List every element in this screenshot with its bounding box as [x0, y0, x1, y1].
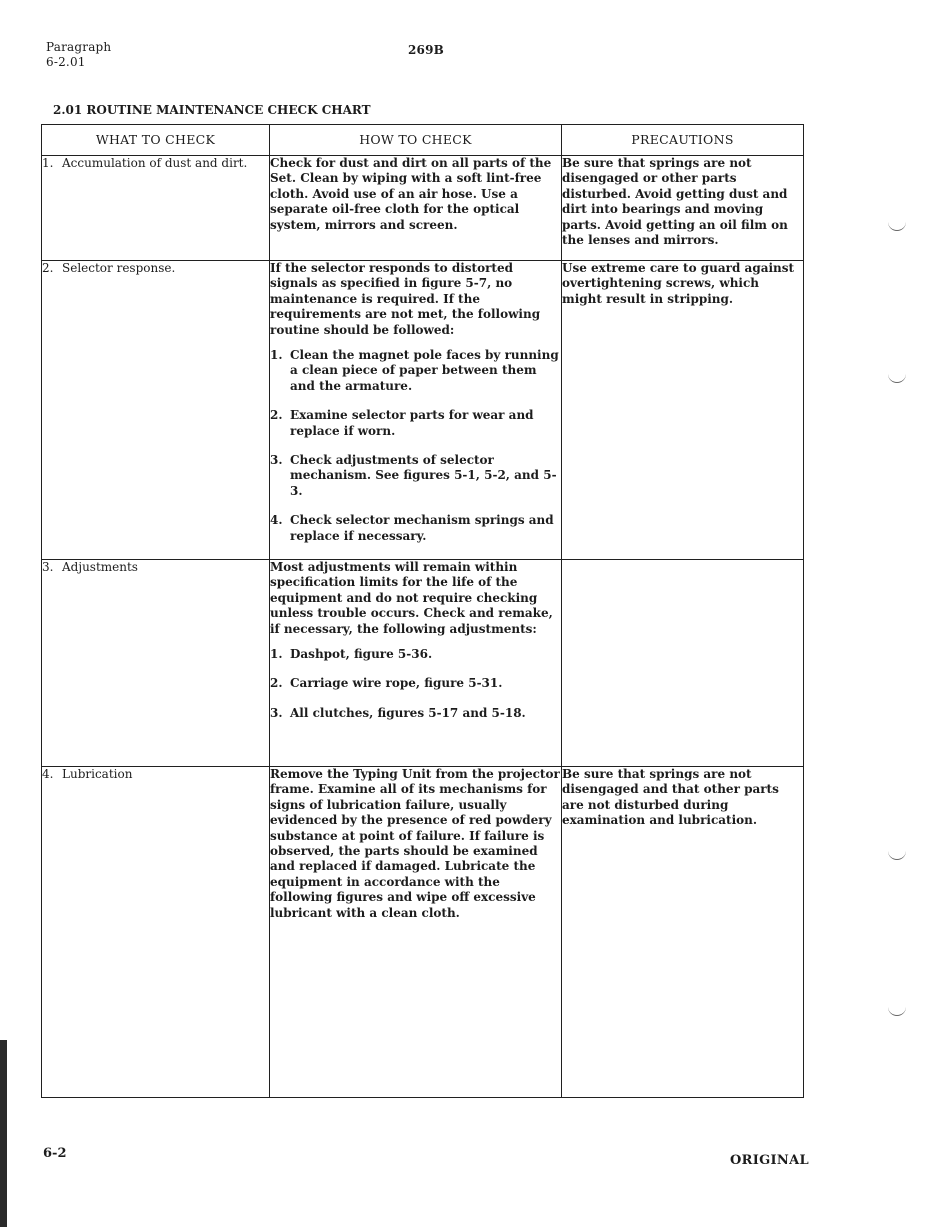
step-item [270, 513, 561, 544]
step-list [270, 348, 561, 544]
step-number: 2. [270, 676, 283, 691]
step-text: Carriage wire rope, figure 5-31. [290, 676, 503, 691]
how-cell [270, 156, 562, 261]
page-number: 6-2 [43, 1146, 67, 1161]
margin-mark [888, 374, 906, 383]
step-text: Check selector mechanism springs and replace if necessary. [290, 513, 554, 543]
precautions-cell: Be sure that springs are not disengaged and that other parts are not disturbed during examination and lubrication. [562, 767, 804, 1098]
item-name: Lubrication [62, 767, 133, 781]
step-number: 1. [270, 348, 283, 363]
how-cell [270, 261, 562, 560]
precautions-cell [562, 560, 804, 767]
document-number: 269B [408, 43, 444, 57]
step-number: 2. [270, 408, 283, 423]
how-text: Check for dust and dirt on all parts of the Set. Clean by wiping with a soft lint-free cloth. Avoid use of an air hose. Use a separate oil-free cloth for the optical system, mirrors and screen. [270, 156, 552, 232]
paragraph-number: 6-2.01 [46, 55, 86, 69]
binder-edge [0, 1040, 7, 1227]
item-name: Selector response. [62, 261, 176, 275]
item-number: 4. [42, 767, 54, 781]
how-text: Most adjustments will remain within specification limits for the life of the equipment and do not require checking unless trouble occurs. Check and remake, if necessary, the following adjustments: [270, 560, 553, 636]
how-text: Remove the Typing Unit from the projector frame. Examine all of its mechanisms for signs of lubrication failure, usually evidenced by the presence of red powdery substance at point of failure. If failure is observed, the parts should be examined and replaced if damaged. Lubricate the equipment in accordance with the following figures and wipe off excessive lubricant with a clean cloth. [270, 767, 560, 920]
what-cell [42, 560, 270, 767]
paragraph-label: Paragraph [46, 40, 112, 54]
column-header-how: HOW TO CHECK [270, 125, 562, 156]
what-cell [42, 261, 270, 560]
column-header-precautions: PRECAUTIONS [562, 125, 804, 156]
how-cell [270, 767, 562, 1098]
table-header-row [42, 125, 804, 156]
table-row [42, 156, 804, 261]
column-header-what: WHAT TO CHECK [42, 125, 270, 156]
step-number: 3. [270, 453, 283, 468]
precautions-cell: Be sure that springs are not disengaged or other parts disturbed. Avoid getting dust and dirt into bearings and moving parts. Avoid getting an oil film on the lenses and mirrors. [562, 156, 804, 261]
status-label: ORIGINAL [730, 1153, 809, 1168]
step-item [270, 408, 561, 439]
table-row [42, 560, 804, 767]
margin-mark [888, 851, 906, 860]
item-number: 2. [42, 261, 54, 275]
step-text: Check adjustments of selector mechanism. See figures 5-1, 5-2, and 5-3. [290, 453, 557, 498]
step-text: All clutches, figures 5-17 and 5-18. [290, 705, 526, 720]
margin-mark [888, 222, 906, 231]
item-name: Accumulation of dust and dirt. [62, 156, 248, 170]
step-text: Examine selector parts for wear and replace if worn. [290, 408, 534, 438]
item-number: 3. [42, 560, 54, 574]
section-title: 2.01 ROUTINE MAINTENANCE CHECK CHART [53, 103, 371, 117]
step-text: Clean the magnet pole faces by running a clean piece of paper between them and the armature. [290, 348, 559, 393]
step-list [270, 647, 561, 721]
how-cell [270, 560, 562, 767]
step-item [270, 348, 561, 394]
margin-mark [888, 1007, 906, 1016]
precautions-cell: Use extreme care to guard against overtightening screws, which might result in stripping. [562, 261, 804, 560]
table-row [42, 767, 804, 1098]
step-item [270, 647, 561, 662]
item-number: 1. [42, 156, 54, 170]
how-text: If the selector responds to distorted signals as specified in figure 5-7, no maintenance is required. If the requirements are not met, the following routine should be followed: [270, 261, 541, 337]
step-text: Dashpot, figure 5-36. [290, 647, 433, 662]
table-row [42, 261, 804, 560]
what-cell [42, 156, 270, 261]
what-cell [42, 767, 270, 1098]
step-number: 1. [270, 647, 283, 662]
step-number: 3. [270, 705, 283, 720]
item-name: Adjustments [62, 560, 138, 574]
step-item [270, 453, 561, 499]
step-item [270, 676, 561, 691]
maintenance-check-chart [41, 124, 804, 1098]
step-number: 4. [270, 513, 283, 528]
paragraph-reference [46, 40, 111, 70]
step-item [270, 706, 561, 721]
